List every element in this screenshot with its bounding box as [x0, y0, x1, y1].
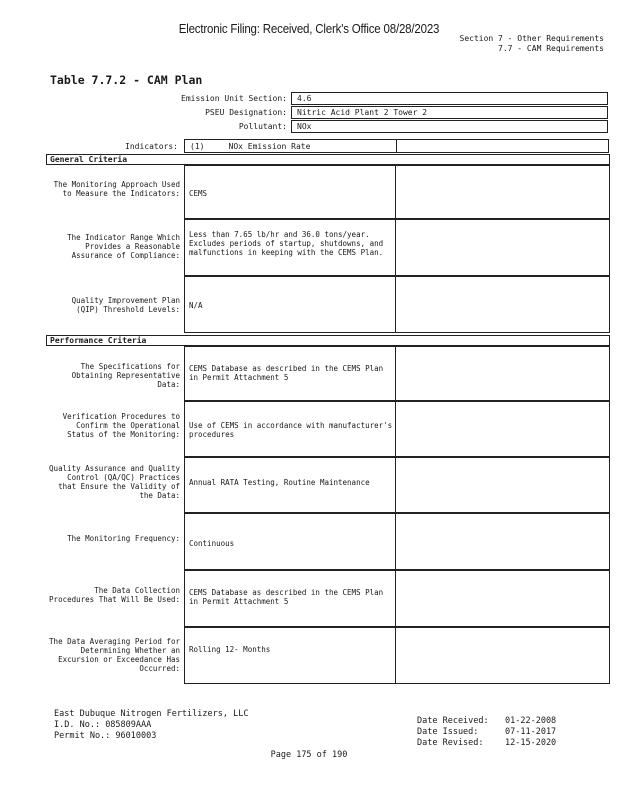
table-row: [46, 401, 610, 457]
row-label: The Data Averaging Period for Determining Whether an Excursion or Exceedance Has Occurred:: [49, 637, 180, 673]
row-cell-blank: [395, 401, 610, 457]
page-number: Page 175 of 190: [270, 750, 348, 760]
row-value: CEMS: [189, 189, 208, 198]
table-row: [46, 276, 610, 333]
footer-left: [54, 709, 248, 742]
table-row: [46, 346, 610, 401]
row-label: Quality Assurance and Quality Control (QA/QC) Practices that Ensure the Validity of the Data:: [49, 464, 180, 500]
row-label: The Monitoring Approach Used to Measure the Indicators:: [53, 180, 180, 198]
section-performance-criteria: Performance Criteria: [46, 335, 610, 346]
row-cell-blank: [395, 219, 610, 276]
header-field-value: 4.6: [291, 92, 608, 105]
row-value: Annual RATA Testing, Routine Maintenance: [189, 478, 370, 487]
row-label: Verification Procedures to Confirm the Operational Status of the Monitoring:: [62, 412, 180, 439]
header-field-label: Pollutant:: [238, 122, 287, 131]
header-field-pseu: [0, 106, 618, 119]
header-field-label: PSEU Designation:: [205, 108, 287, 117]
row-label: The Data Collection Procedures That Will Be Used:: [49, 586, 180, 604]
section-header-line1: Section 7 - Other Requirements: [459, 34, 604, 43]
row-label: The Indicator Range Which Provides a Reasonable Assurance of Compliance:: [67, 233, 180, 260]
row-value: Continuous: [189, 539, 235, 548]
section-general-criteria: General Criteria: [46, 154, 610, 165]
footer-received-value: 01-22-2008: [505, 716, 557, 726]
row-value: Rolling 12- Months: [189, 645, 271, 654]
row-cell-blank: [395, 165, 610, 219]
section-header-line2: 7.7 - CAM Requirements: [498, 44, 604, 53]
footer-date-received: [417, 716, 556, 727]
footer-date-revised: [417, 738, 556, 749]
row-cell-blank: [395, 346, 610, 401]
footer-right: [417, 716, 556, 749]
row-value: Use of CEMS in accordance with manufacturer's procedures: [189, 421, 393, 439]
row-cell-blank: [395, 513, 610, 570]
row-cell-blank: [395, 570, 610, 627]
footer-issued-value: 07-11-2017: [505, 727, 557, 737]
table-row: [46, 513, 610, 570]
footer-date-issued: [417, 727, 556, 738]
row-value: CEMS Database as described in the CEMS Plan in Permit Attachment 5: [189, 588, 384, 606]
row-label: Quality Improvement Plan (QIP) Threshold Levels:: [71, 296, 180, 314]
row-cell-value: [184, 627, 395, 684]
table-row: [46, 457, 610, 513]
footer-permit-value: 96010003: [115, 731, 157, 741]
footer-id-label: I.D. No.:: [54, 720, 101, 730]
row-label: The Monitoring Frequency:: [67, 534, 180, 543]
header-field-label: Emission Unit Section:: [181, 94, 287, 103]
footer-company: East Dubuque Nitrogen Fertilizers, LLC: [54, 709, 249, 719]
footer-permit-label: Permit No.:: [54, 731, 111, 741]
footer-revised-label: Date Revised:: [417, 738, 484, 748]
row-cell-blank: [395, 276, 610, 333]
header-field-value: Nitric Acid Plant 2 Tower 2: [291, 106, 608, 119]
indicators-box: [184, 139, 609, 153]
filing-stamp: Electronic Filing: Received, Clerk's Office 08/28/2023: [178, 22, 440, 36]
footer-revised-value: 12-15-2020: [505, 738, 557, 748]
table-row: [46, 165, 610, 219]
footer-permit: [54, 731, 248, 742]
indicators-label: Indicators:: [125, 142, 178, 151]
footer-id-value: 085809AAA: [105, 720, 152, 730]
row-label: The Specifications for Obtaining Representative Data:: [71, 362, 180, 389]
footer-received-label: Date Received:: [417, 716, 489, 726]
table-row: [46, 627, 610, 684]
table-row: [46, 570, 610, 627]
header-field-pollutant: [0, 120, 618, 133]
header-field-value: NOx: [291, 120, 608, 133]
table-row: [46, 219, 610, 276]
row-value: CEMS Database as described in the CEMS Plan in Permit Attachment 5: [189, 364, 384, 382]
table-title: Table 7.7.2 - CAM Plan: [50, 73, 203, 87]
row-cell-blank: [395, 627, 610, 684]
footer-issued-label: Date Issued:: [417, 727, 479, 737]
footer-id: [54, 720, 248, 731]
header-field-emission-unit: [0, 92, 618, 105]
indicators-divider: [396, 140, 397, 152]
section-header: [460, 34, 605, 54]
row-value: Less than 7.65 lb/hr and 36.0 tons/year. Excludes periods of startup, shutdowns, and malfunctions in keeping with the CEMS Plan.: [189, 230, 384, 257]
row-value: N/A: [189, 301, 203, 310]
row-cell-blank: [395, 457, 610, 513]
indicators-value: (1) NOx Emission Rate: [190, 142, 311, 151]
